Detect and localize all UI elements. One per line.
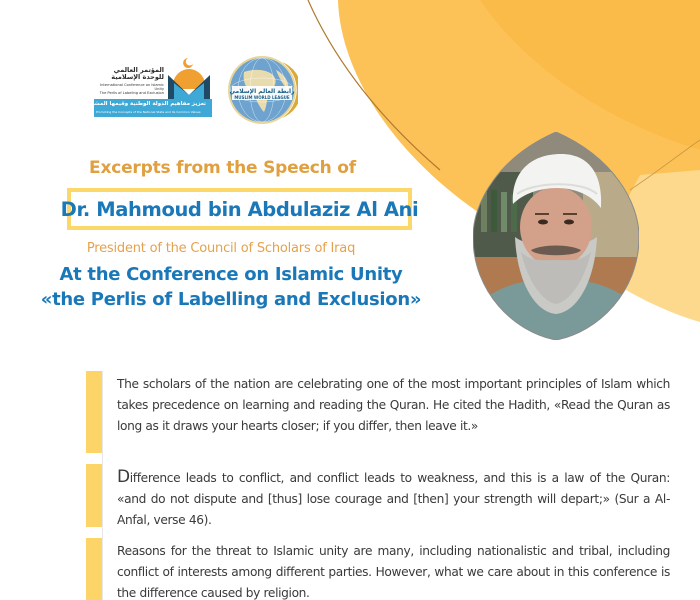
conference-english-title: International Conference on Islamic Unity The Perils of Labeling and Exclusion — [99, 83, 164, 96]
speaker-name: Dr. Mahmoud bin Abdulaziz Al Ani — [60, 197, 419, 221]
drop-cap: D — [117, 467, 130, 487]
speaker-name-box — [60, 188, 419, 230]
globe-icon — [226, 54, 298, 126]
paragraph-2 — [86, 464, 670, 527]
excerpt-heading: Excerpts from the Speech of — [89, 158, 356, 178]
conference-title-line1: At the Conference on Islamic Unity — [59, 264, 403, 285]
conference-tagline-band — [82, 99, 212, 117]
paragraph-text: Difference leads to conflict, and conflict leads to weakness, and this is a law of the Quran: «and do not dispute and [thus] lose courage and [then] your strength will depart;» (Sur a Al-Anfal, verse 46). — [117, 467, 670, 527]
paragraph-3 — [86, 538, 670, 600]
paragraph-text: The scholars of the nation are celebrating one of the most important principles of Islam which takes precedence on learning and reading the Quran. He cited the Hadith, «Read the Quran as long as it draws your hearts closer; if you differ, then leave it.» — [117, 377, 670, 433]
muslim-world-league-logo — [226, 54, 298, 126]
svg-text:MUSLIM WORLD LEAGUE: MUSLIM WORLD LEAGUE — [234, 95, 290, 100]
paragraph-1 — [86, 371, 670, 453]
speaker-portrait — [473, 132, 639, 340]
conference-logo — [82, 55, 212, 123]
paragraph-text: Reasons for the threat to Islamic unity are many, including nationalistic and tribal, including conflict of interests among different parties. However, what we care about in this conference is the difference caused by religion. — [117, 544, 670, 600]
yellow-accent-bar — [86, 371, 102, 453]
conference-title — [0, 262, 462, 312]
svg-text:رابطة العالم الإسلامي: رابطة العالم الإسلامي — [229, 88, 295, 95]
conference-arabic-title: المؤتمر العالمي للوحدة الإسلامية — [111, 66, 164, 81]
speaker-role: President of the Council of Scholars of Iraq — [86, 241, 356, 256]
tagline-english: Promoting the Concepts of the National State and its Common Values — [96, 110, 201, 114]
mosque-dome-emblem-icon — [166, 55, 212, 99]
tagline-arabic: تعزيز مفاهيم الدولة الوطنية وقيمها المشتركة — [82, 101, 206, 107]
conference-title-line2: «the Perlis of Labelling and Exclusion» — [40, 289, 422, 310]
yellow-accent-bar — [86, 464, 102, 527]
yellow-accent-bar — [86, 538, 102, 600]
